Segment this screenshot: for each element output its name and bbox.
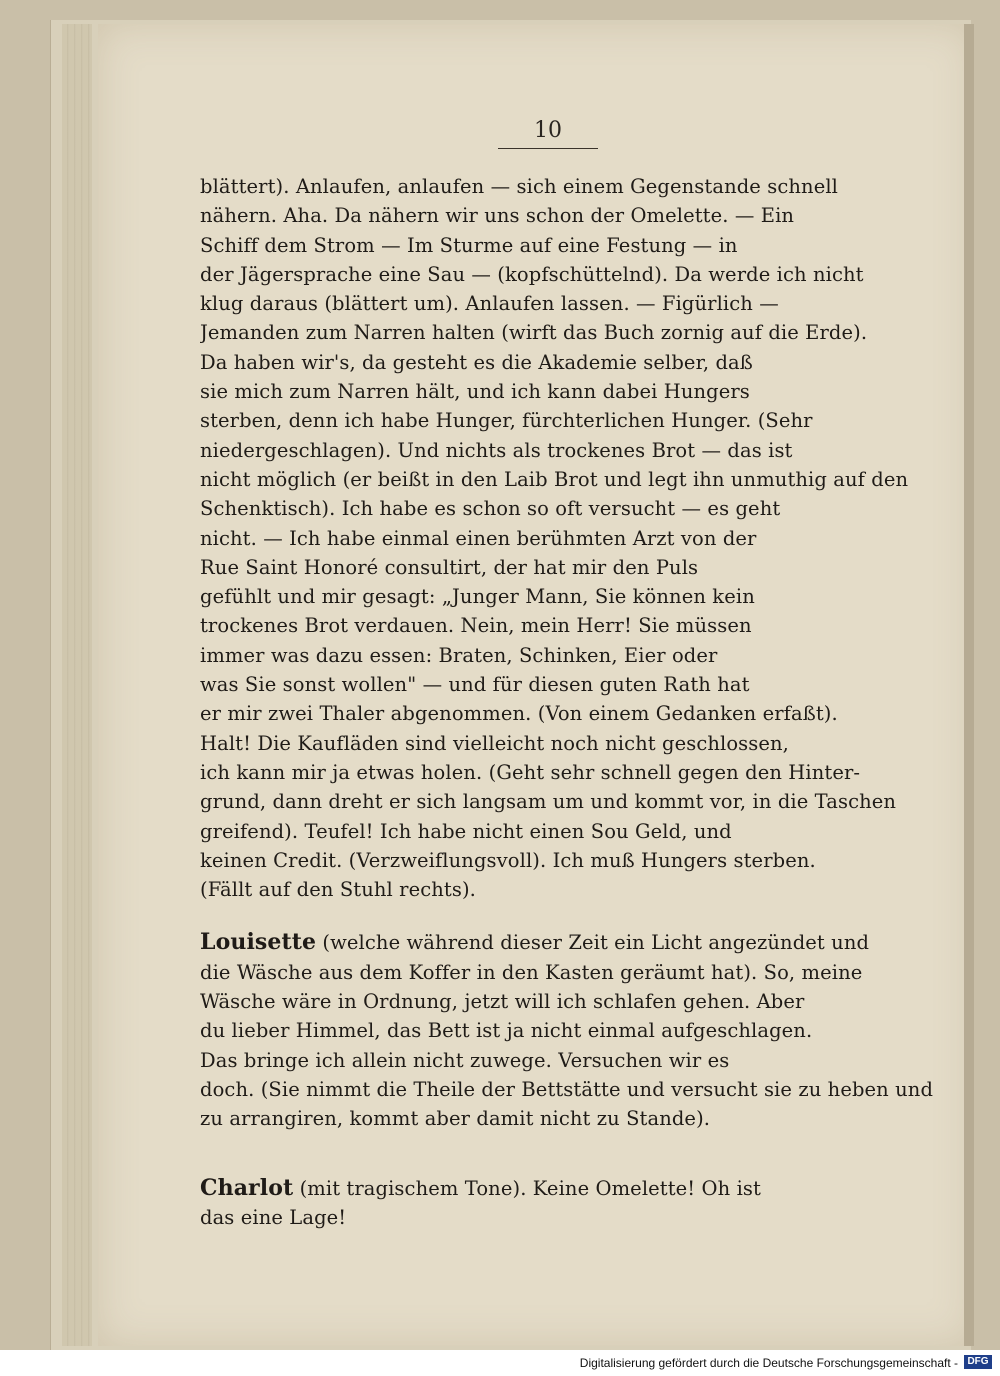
text-line: niedergeschlagen). Und nichts als trockenes Brot — das ist: [200, 438, 793, 462]
funding-note: Digitalisierung gefördert durch die Deutsche Forschungsgemeinschaft -: [579, 1356, 958, 1370]
text-line: nicht. — Ich habe einmal einen berühmten Arzt von der: [200, 526, 757, 550]
text-line: (Fällt auf den Stuhl rechts).: [200, 878, 476, 902]
text-line: grund, dann dreht er sich langsam um und kommt vor, in die Taschen: [200, 790, 897, 814]
text-line: keinen Credit. (Verzweiflungsvoll). Ich muß Hungers sterben.: [200, 848, 816, 872]
text-line: immer was dazu essen: Braten, Schinken, Eier oder: [200, 643, 718, 667]
paragraph-gap: [200, 1134, 945, 1174]
charlot-line: [200, 1174, 945, 1203]
page-number-rule: [498, 148, 598, 149]
text-line: Jemanden zum Narren halten (wirft das Buch zornig auf die Erde).: [200, 321, 868, 345]
paragraph-gap: [200, 904, 945, 928]
text-line: blättert). Anlaufen, anlaufen — sich einem Gegenstande schnell: [200, 175, 839, 198]
text-line: Da haben wir's, da gesteht es die Akademie selber, daß: [200, 350, 753, 374]
dfg-logo: DFG: [964, 1355, 992, 1369]
louisette-line: du lieber Himmel, das Bett ist ja nicht einmal aufgeschlagen.: [200, 1019, 813, 1043]
text-line: klug daraus (blättert um). Anlaufen lassen. — Figürlich —: [200, 292, 779, 316]
charlot-line: das eine Lage!: [200, 1205, 347, 1229]
body-text: [200, 172, 945, 1232]
louisette-line: doch. (Sie nimmt die Theile der Bettstätte und versucht sie zu heben und: [200, 1077, 934, 1101]
text-line: Halt! Die Kaufläden sind vielleicht noch nicht geschlossen,: [200, 731, 789, 755]
text-line: sie mich zum Narren hält, und ich kann dabei Hungers: [200, 380, 750, 404]
text-line: nicht möglich (er beißt in den Laib Brot und legt ihn unmuthig auf den: [200, 467, 909, 491]
text-line: was Sie sonst wollen" — und für diesen guten Rath hat: [200, 673, 750, 697]
speaker-name: Charlot: [200, 1174, 294, 1201]
text-line: ich kann mir ja etwas holen. (Geht sehr schnell gegen den Hinter-: [200, 760, 861, 784]
text-line: gefühlt und mir gesagt: „Junger Mann, Sie können kein: [200, 585, 755, 609]
louisette-line: Das bringe ich allein nicht zuwege. Versuchen wir es: [200, 1048, 730, 1072]
text-line: nähern. Aha. Da nähern wir uns schon der Omelette. — Ein: [200, 204, 795, 228]
text-line: der Jägersprache eine Sau — (kopfschüttelnd). Da werde ich nicht: [200, 262, 864, 286]
text-line: er mir zwei Thaler abgenommen. (Von einem Gedanken erfaßt).: [200, 702, 838, 726]
text-line: greifend). Teufel! Ich habe nicht einen Sou Geld, und: [200, 819, 732, 843]
page-right-edge: [964, 24, 974, 1346]
louisette-line-text: (welche während dieser Zeit ein Licht angezündet und: [322, 931, 870, 955]
text-line: trockenes Brot verdauen. Nein, mein Herr! Sie müssen: [200, 614, 752, 638]
louisette-line: zu arrangiren, kommt aber damit nicht zu Stande).: [200, 1107, 711, 1131]
text-line: Schiff dem Strom — Im Sturme auf eine Festung — in: [200, 233, 738, 257]
speaker-name: Louisette: [200, 929, 317, 956]
louisette-line: Wäsche wäre in Ordnung, jetzt will ich schlafen gehen. Aber: [200, 990, 805, 1014]
text-line: Schenktisch). Ich habe es schon so oft versucht — es geht: [200, 497, 781, 521]
text-line: sterben, denn ich habe Hunger, fürchterlichen Hunger. (Sehr: [200, 409, 813, 433]
page-number: 10: [534, 118, 562, 143]
louisette-line: die Wäsche aus dem Koffer in den Kasten geräumt hat). So, meine: [200, 960, 863, 984]
text-line: Rue Saint Honoré consultirt, der hat mir den Puls: [200, 555, 699, 579]
charlot-line-text: (mit tragischem Tone). Keine Omelette! Oh ist: [299, 1176, 761, 1200]
page-edges: [62, 24, 92, 1346]
louisette-line: [200, 928, 945, 957]
